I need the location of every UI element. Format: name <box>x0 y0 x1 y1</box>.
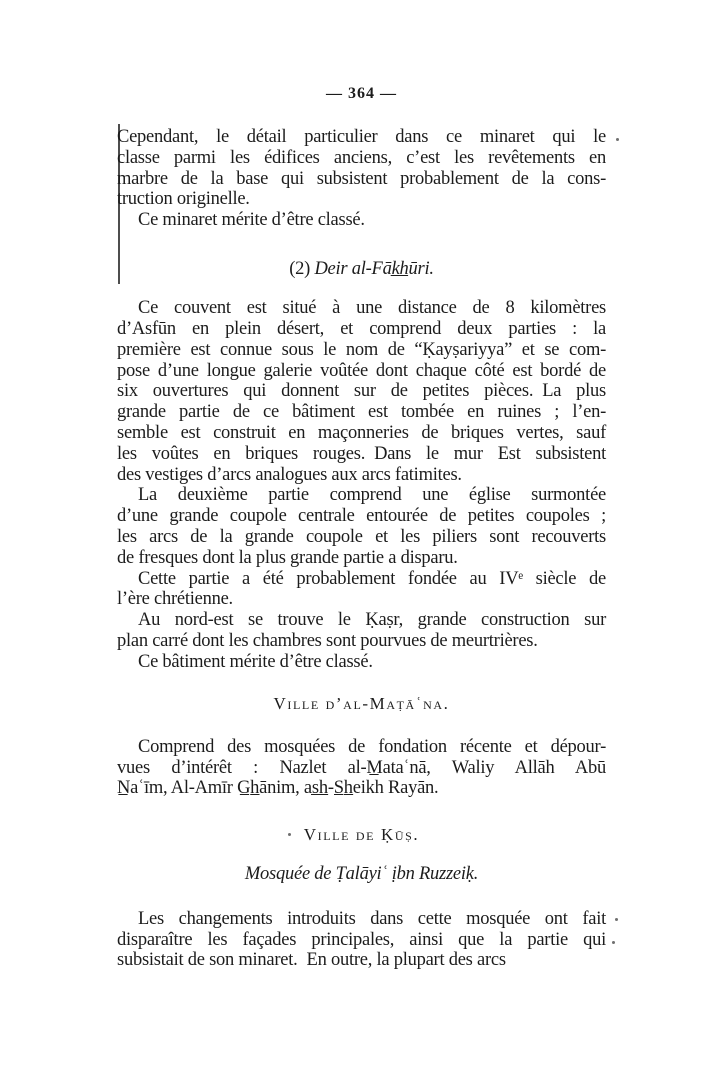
text-line: semble est construit en maçonneries de briques vertes, sauf <box>117 423 606 444</box>
page-number: — 364 — <box>326 85 397 102</box>
text-line: disparaître les façades principales, ainsi que la partie qui <box>117 929 606 950</box>
text-line: classe parmi les édifices anciens, c’est les revêtements en <box>117 147 606 168</box>
text-line: N̲aʿīm, Al-Amīr G̲h̲ānim, as̲h̲-S̲h̲eikh Rayān. <box>117 778 439 799</box>
paragraph-nord-est <box>117 610 606 652</box>
text-line: grande partie de ce bâtiment est tombée en ruines ; l’en- <box>117 402 606 423</box>
heading-number: (2) <box>289 259 315 280</box>
text-line: d’Asfūn en plein désert, et comprend deux parties : la <box>117 319 606 340</box>
text-line: subsistait de son minaret. En outre, la plupart des arcs <box>117 950 506 971</box>
text-line: vues d’intérêt : Nazlet al-M̲ataʿnā, Waliy Allāh Abū <box>117 757 606 778</box>
text-line: Cependant, le détail particulier dans ce minaret qui le <box>117 126 606 147</box>
paragraph-mosquee-changements <box>117 909 606 971</box>
paragraph-deuxieme-partie <box>117 485 606 568</box>
text-line: l’ère chrétienne. <box>117 589 233 610</box>
paragraph-intro <box>117 127 606 210</box>
text-line: Ce minaret mérite d’être classé. <box>138 210 365 231</box>
text-line: Au nord-est se trouve le Ḳaṣr, grande construction sur <box>138 610 606 631</box>
section-heading-ville-al-matana: Ville d’al-Maṭāʿna. <box>273 693 450 713</box>
heading-title: Deir al-Fāk̲h̲ūri. <box>314 259 434 280</box>
text-line: des vestiges d’arcs analogues aux arcs fatimites. <box>117 464 462 485</box>
text-line: les voûtes en briques rouges. Dans le mur Est subsistent <box>117 443 606 464</box>
text-line: les arcs de la grande coupole et les piliers sont recouverts <box>117 527 606 548</box>
section-heading-mosquee-talayi: Mosquée de Ṭalāyiʿ ịbn Ruzzeiḳ. <box>244 863 479 884</box>
paragraph-couvent <box>117 298 606 485</box>
scan-speck <box>612 941 615 944</box>
text-line: Comprend des mosquées de fondation récente et dépour- <box>138 736 606 757</box>
text-line: Les changements introduits dans cette mosquée ont fait <box>138 908 606 929</box>
text-line: plan carré dont les chambres sont pourvues de meurtrières. <box>117 631 538 651</box>
text-line: Cette partie a été probablement fondée au IVᵉ siècle de <box>138 568 606 589</box>
text-block <box>117 84 606 971</box>
text-line: de fresques dont la plus grande partie a disparu. <box>117 547 458 568</box>
scan-speck <box>615 918 618 921</box>
text-line: truction originelle. <box>117 189 250 210</box>
text-line: pose d’une longue galerie voûtée dont chaque côté est bordé de <box>117 360 606 381</box>
text-line: La deuxième partie comprend une église surmontée <box>138 485 606 506</box>
text-line: marbre de la base qui subsistent probablement de la cons- <box>117 168 606 189</box>
section-heading-deir-al-fakhuri <box>117 259 606 280</box>
text-line: six ouvertures qui donnent sur de petites pièces. La plus <box>117 381 606 402</box>
text-line: première est connue sous le nom de “Ḳayṣariyya” et se com- <box>117 339 606 360</box>
text-line: d’une grande coupole centrale entourée de petites coupoles ; <box>117 506 606 527</box>
scan-speck <box>616 138 619 141</box>
section-heading-ville-de-kus: Ville de Ḳūṣ. <box>303 824 420 844</box>
paragraph-batiment-classe <box>117 652 606 673</box>
paragraph-minaret-classe <box>117 210 606 231</box>
text-line: Ce bâtiment mérite d’être classé. <box>138 651 373 672</box>
paragraph-matana-mosquees <box>117 737 606 799</box>
text-line: Ce couvent est situé à une distance de 8 kilomètres <box>138 298 606 319</box>
paragraph-cette-partie <box>117 569 606 611</box>
